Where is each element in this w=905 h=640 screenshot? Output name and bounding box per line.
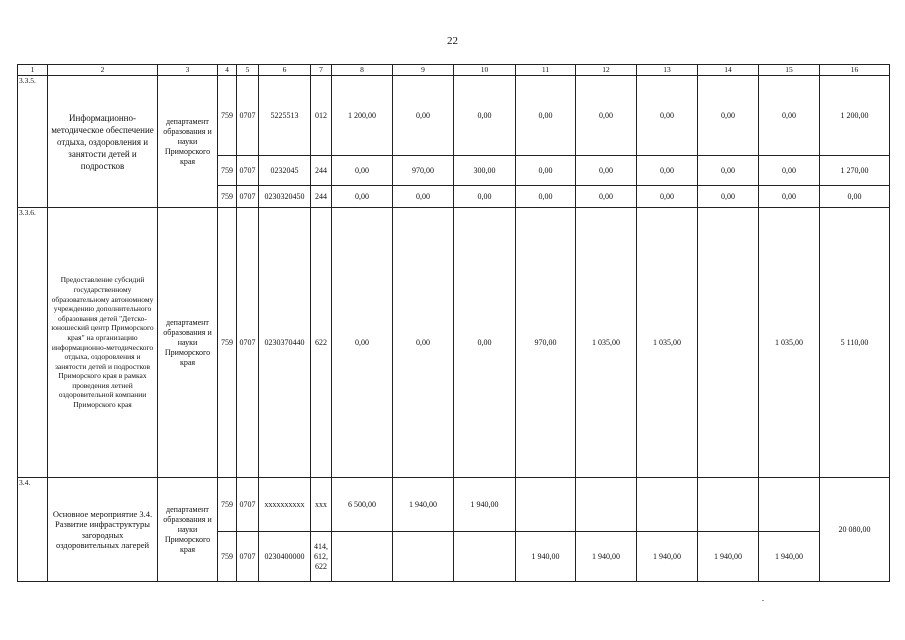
value-cell: 0,00 [516, 186, 576, 208]
header-cell: 14 [698, 65, 759, 76]
value-cell: 970,00 [516, 208, 576, 478]
header-cell: 4 [218, 65, 237, 76]
header-cell: 13 [637, 65, 698, 76]
value-cell [516, 478, 576, 532]
header-row [18, 65, 890, 76]
cell: 0707 [237, 186, 259, 208]
table-row [18, 478, 890, 532]
cell: 759 [218, 156, 237, 186]
cell: 0707 [237, 532, 259, 582]
cell: 759 [218, 208, 237, 478]
header-cell: 6 [259, 65, 311, 76]
item-name: Предоставление субсидий государственному образовательному автономному учреждению дополнительного образования детей "Детско-юношеский центр Приморского края" на организацию информационно-методического отдыха, оздоровления и занятости детей и подростков Приморского края в рамках проведения летней оздоровительной компании Приморского края [48, 208, 158, 478]
value-cell [759, 478, 820, 532]
cell: 0230370440 [259, 208, 311, 478]
value-cell: 0,00 [820, 186, 890, 208]
value-cell: 1 035,00 [576, 208, 637, 478]
cell: 0707 [237, 208, 259, 478]
value-cell: 1 200,00 [820, 76, 890, 156]
header-cell: 7 [311, 65, 332, 76]
budget-table [17, 64, 890, 582]
cell: 0707 [237, 156, 259, 186]
value-cell: 0,00 [698, 186, 759, 208]
value-cell: 0,00 [332, 208, 393, 478]
value-cell: 0,00 [393, 186, 454, 208]
value-cell: 0,00 [637, 76, 698, 156]
cell: 759 [218, 76, 237, 156]
header-cell: 11 [516, 65, 576, 76]
cell: xxx [311, 478, 332, 532]
department: департамент образования и науки Приморского края [158, 76, 218, 208]
value-cell [332, 532, 393, 582]
item-number: 3.4. [18, 478, 48, 582]
value-cell: 0,00 [454, 186, 516, 208]
value-cell [637, 478, 698, 532]
value-cell: 0,00 [637, 186, 698, 208]
cell: xxxxxxxxxx [259, 478, 311, 532]
value-cell: 1 940,00 [576, 532, 637, 582]
value-cell: 0,00 [759, 156, 820, 186]
header-cell: 10 [454, 65, 516, 76]
value-cell: 0,00 [393, 208, 454, 478]
cell: 244 [311, 186, 332, 208]
value-cell [698, 478, 759, 532]
header-cell: 2 [48, 65, 158, 76]
scan-artifact [762, 600, 764, 601]
department: департамент образования и науки Приморского края [158, 478, 218, 582]
value-cell: 0,00 [454, 76, 516, 156]
cell: 759 [218, 186, 237, 208]
header-cell: 1 [18, 65, 48, 76]
table-row [18, 208, 890, 478]
cell: 0230400000 [259, 532, 311, 582]
cell: 0707 [237, 76, 259, 156]
value-cell: 1 940,00 [393, 478, 454, 532]
value-cell: 1 940,00 [516, 532, 576, 582]
value-cell: 0,00 [576, 156, 637, 186]
table-row [18, 76, 890, 156]
value-cell: 1 035,00 [759, 208, 820, 478]
total-cell: 20 080,00 [820, 478, 890, 582]
page-number: 22 [447, 35, 458, 47]
value-cell: 6 500,00 [332, 478, 393, 532]
value-cell: 1 035,00 [637, 208, 698, 478]
value-cell: 1 270,00 [820, 156, 890, 186]
cell: 5225513 [259, 76, 311, 156]
item-name: Основное мероприятие 3.4. Развитие инфраструктуры загородных оздоровительных лагерей [48, 478, 158, 582]
header-cell: 16 [820, 65, 890, 76]
cell: 244 [311, 156, 332, 186]
value-cell: 0,00 [576, 76, 637, 156]
header-cell: 5 [237, 65, 259, 76]
value-cell: 0,00 [759, 186, 820, 208]
value-cell: 0,00 [637, 156, 698, 186]
item-number: 3.3.5. [18, 76, 48, 208]
value-cell: 970,00 [393, 156, 454, 186]
header-cell: 3 [158, 65, 218, 76]
value-cell [393, 532, 454, 582]
value-cell: 0,00 [516, 156, 576, 186]
cell: 012 [311, 76, 332, 156]
header-cell: 8 [332, 65, 393, 76]
header-cell: 15 [759, 65, 820, 76]
cell: 414, 612, 622 [311, 532, 332, 582]
value-cell: 1 940,00 [759, 532, 820, 582]
value-cell: 0,00 [516, 76, 576, 156]
value-cell: 0,00 [332, 156, 393, 186]
value-cell: 1 940,00 [698, 532, 759, 582]
value-cell: 0,00 [759, 76, 820, 156]
value-cell: 0,00 [454, 208, 516, 478]
value-cell: 0,00 [698, 156, 759, 186]
value-cell: 300,00 [454, 156, 516, 186]
value-cell: 0,00 [698, 76, 759, 156]
cell: 759 [218, 478, 237, 532]
cell: 622 [311, 208, 332, 478]
header-cell: 9 [393, 65, 454, 76]
value-cell: 1 200,00 [332, 76, 393, 156]
cell: 759 [218, 532, 237, 582]
value-cell [576, 478, 637, 532]
cell: 0232045 [259, 156, 311, 186]
value-cell [454, 532, 516, 582]
item-number: 3.3.6. [18, 208, 48, 478]
item-name: Информационно-методическое обеспечение отдыха, оздоровления и занятости детей и подростков [48, 76, 158, 208]
value-cell: 1 940,00 [454, 478, 516, 532]
value-cell: 0,00 [332, 186, 393, 208]
value-cell: 0,00 [393, 76, 454, 156]
value-cell: 1 940,00 [637, 532, 698, 582]
cell: 0230320450 [259, 186, 311, 208]
value-cell: 0,00 [576, 186, 637, 208]
department: департамент образования и науки Приморского края [158, 208, 218, 478]
value-cell: 5 110,00 [820, 208, 890, 478]
cell: 0707 [237, 478, 259, 532]
header-cell: 12 [576, 65, 637, 76]
value-cell [698, 208, 759, 478]
